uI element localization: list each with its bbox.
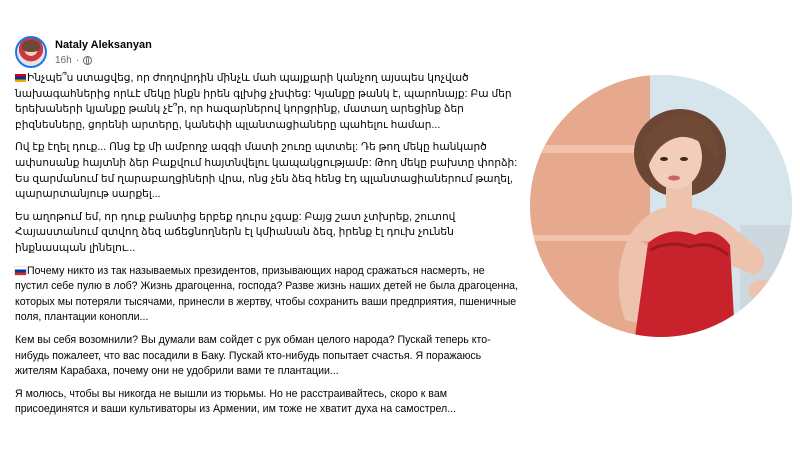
- paragraph-text: Ով էք էղել դուք... Ոնց էք մի ամբողջ ազգի մատի շուռը պտտել: Դե թող մեկը հանկարծ ափսոսանք հայտնի ձեր Բաքվում հայտնվելու կապակցությամբ: Թող մեկը բախտը փորձի: Ես զարմանում եմ ղարաբաղցիների վրա, ոնց չեն ձեզ հենց էդ պլանտացիաներում թաղել, պարարտանյութ սարքել...: [15, 141, 518, 201]
- paragraph-text: Почему никто из так называемых президентов, призывающих народ сражаться насмерть, не пустил себе пулю в лоб? Жизнь драгоценна, господа? Разве жизнь наших детей не была драгоценна, которых мы потеряли тысячами, принесли в жертву, чтобы сохранить ваши предприятия, пшеничные поля, плантации конопли...: [15, 264, 519, 324]
- paragraph-russian-1: [15, 264, 520, 326]
- separator: ·: [75, 54, 80, 66]
- woman-in-red-dress-image: [530, 75, 792, 337]
- paragraph-text: Я молюсь, чтобы вы никогда не вышли из тюрьмы. Но не расстраивайтесь, скоро к вам присоединятся и ваши культиваторы из Армении, им тоже не хватит духа на самострел...: [15, 387, 457, 416]
- globe-icon[interactable]: [83, 56, 92, 65]
- avatar-hair: [22, 40, 40, 52]
- post-meta: [55, 38, 152, 67]
- paragraph-armenian-2: [15, 140, 520, 202]
- paragraph-armenian-3: [15, 210, 520, 257]
- post-text: [15, 71, 520, 425]
- paragraph-text: Кем вы себя возомнили? Вы думали вам сойдет с рук обман целого народа? Пускай теперь кто-нибудь пожалеет, что вас посадили в Баку. Пускай кто-нибудь попытает счастья. Я поражаюсь жителям Карабаха, почему они не удобрили вами те плантации...: [15, 333, 491, 378]
- post-time[interactable]: 16h: [55, 54, 72, 66]
- armenia-flag-icon: [15, 74, 26, 82]
- paragraph-text: Ինչպե՞ս ստացվեց, որ ժողովրդին մինչև մահ պայքարի կանչող այսպես կոչված նախագահներից որևէ մեկը ինքն իրեն գլխից չխփեց: Կյանքը թանկ է, պարոնայք: Բա մեր երեխաների կյանքը թանկ չէ՞ր, որ հազարներով կորցրինք, մատաղ արեցինք ձեր բիզնեսները, ցորենի արտերը, կանեփի պլանտացիաները պահելու համար...: [15, 72, 512, 131]
- paragraph-text: Ես աղոթում եմ, որ դուք բանտից երբեք դուրս չգաք: Բայց շատ չտխրեք, շուտով Հայաստանում զտվող ձեզ աճեցնողներն էլ կմիանան ձեզ, իրենք էլ դուխ չունեն ինքնասպան լինելու...: [15, 210, 456, 254]
- paragraph-russian-3: [15, 387, 520, 418]
- russia-flag-icon: [15, 267, 26, 275]
- post-photo[interactable]: [530, 75, 792, 337]
- paragraph-russian-2: [15, 333, 520, 380]
- paragraph-armenian-1: [15, 71, 520, 133]
- avatar[interactable]: [15, 36, 47, 68]
- post-subline: [55, 54, 152, 67]
- post-header: [15, 36, 152, 68]
- author-name[interactable]: Nataly Aleksanyan: [55, 38, 152, 51]
